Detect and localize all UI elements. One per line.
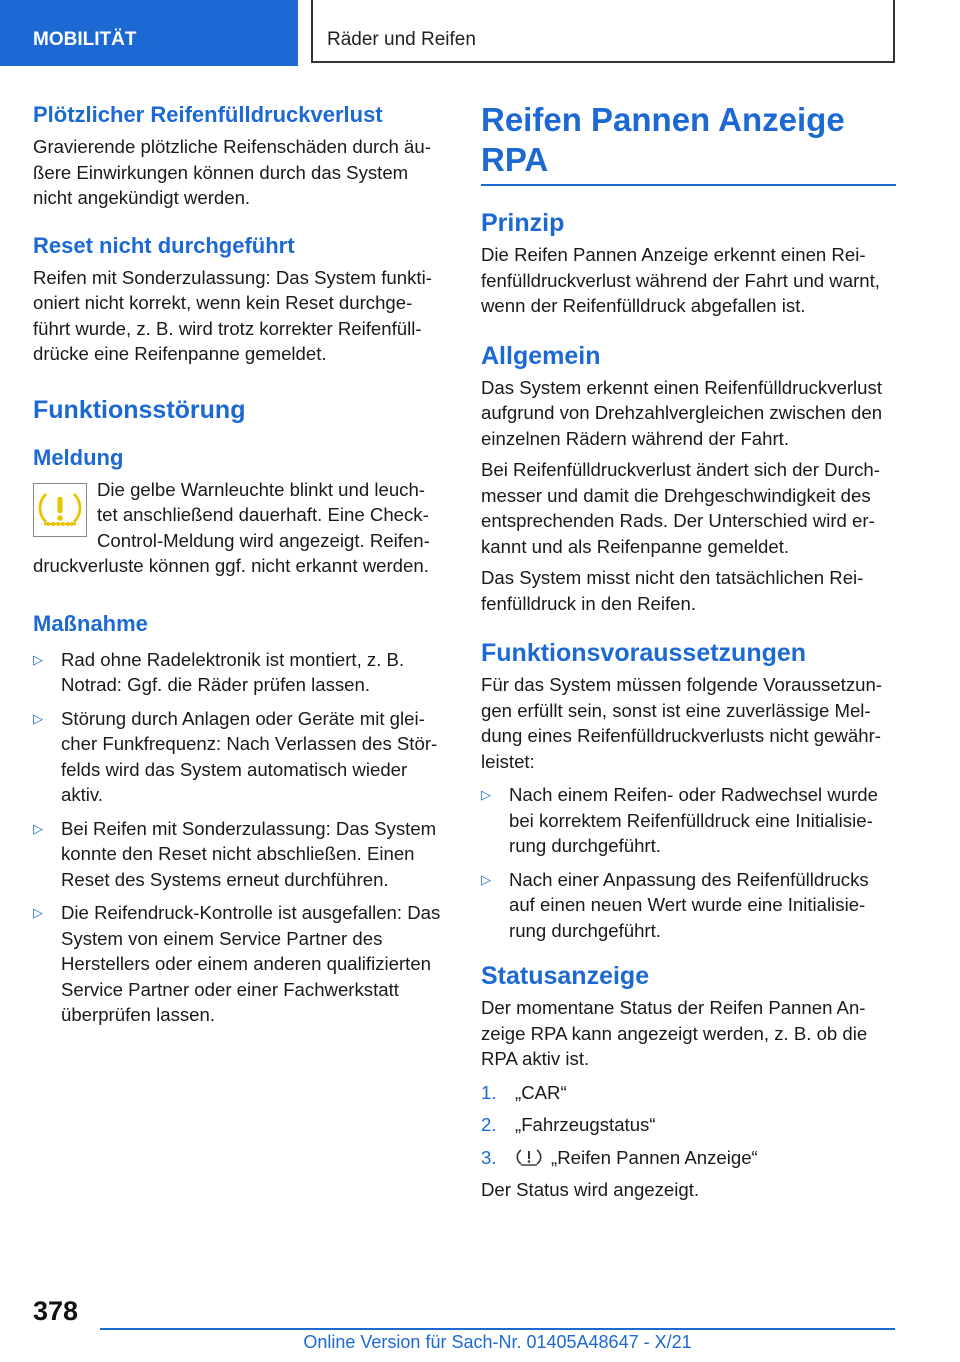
list-item: 2. „Fahrzeugstatus“ <box>481 1114 656 1135</box>
section-tab[interactable]: MOBILITÄT <box>0 0 298 66</box>
heading-reset: Reset nicht durchgeführt <box>33 232 295 258</box>
paragraph-sudden-loss: Gravierende plötzliche Reifenschäden durch äu- ßere Einwirkungen können durch das System nicht angekündigt werden. <box>33 136 431 208</box>
paragraph-requirements: Für das System müssen folgende Voraussetzun- gen erfüllt sein, sonst ist eine zuverlässige Mel- dung eines Reifenfülldruckverlusts nicht gewähr- leistet: <box>481 674 882 772</box>
chapter-title-line2: RPA <box>481 141 549 178</box>
requirements-list <box>481 782 896 943</box>
list-item: ▷ Nach einem Reifen- oder Radwechsel wurde bei korrektem Reifenfülldruck eine Initialisie- rung durchgeführt. <box>481 784 878 856</box>
heading-action: Maßnahme <box>33 610 148 636</box>
left-column <box>33 100 445 1036</box>
triangle-right-icon: ▷ <box>481 787 491 802</box>
footer-divider <box>100 1328 895 1330</box>
triangle-right-icon: ▷ <box>33 905 43 920</box>
action-list <box>33 647 445 1028</box>
status-steps <box>481 1080 896 1171</box>
footer-text: Online Version für Sach-Nr. 01405A48647 - X/21 <box>303 1332 692 1352</box>
message-line: Die gelbe Warnleuchte blinkt und leuch- <box>97 478 425 500</box>
triangle-right-icon: ▷ <box>33 710 43 726</box>
heading-general: Allgemein <box>481 341 601 370</box>
message-block <box>33 477 445 579</box>
tire-pressure-warning-icon <box>515 1147 543 1167</box>
message-text <box>33 477 445 579</box>
paragraph-principle: Die Reifen Pannen Anzeige erkennt einen Rei- fenfülldruckverlust während der Fahrt und warnt, wenn der Reifenfülldruck abgefallen ist. <box>481 244 880 316</box>
heading-message: Meldung <box>33 444 124 470</box>
paragraph-general-3: Das System misst nicht den tatsächlichen Rei- fenfülldruck in den Reifen. <box>481 567 864 614</box>
triangle-right-icon: ▷ <box>33 651 43 667</box>
list-item: ▷ Störung durch Anlagen oder Geräte mit glei- cher Funkfrequenz: Nach Verlassen des Stör- felds wird das System automatisch wieder aktiv. <box>33 707 438 805</box>
message-line: Control-Meldung wird angezeigt. Reifen- <box>97 529 430 551</box>
heading-fault: Funktionsstörung <box>33 395 246 424</box>
heading-principle: Prinzip <box>481 209 565 237</box>
page-header <box>0 0 960 66</box>
paragraph-reset: Reifen mit Sonderzulassung: Das System funkti- oniert nicht korrekt, wenn kein Reset durchge- führt wurde, z. B. wird trotz korrekter Reifenfüll- drücke eine Reifenpanne gemeldet. <box>33 266 432 364</box>
message-line: druckverluste können ggf. nicht erkannt werden. <box>33 555 429 576</box>
list-item: ▷ Nach einer Anpassung des Reifenfülldrucks auf einen neuen Wert wurde eine Initialisie- rung durchgeführt. <box>481 868 869 941</box>
paragraph-status: Der momentane Status der Reifen Pannen An- zeige RPA kann angezeigt werden, z. B. ob die RPA aktiv ist. <box>481 997 868 1069</box>
message-line: tet anschließend dauerhaft. Eine Check- <box>97 504 429 525</box>
page-number: 378 <box>33 1296 79 1326</box>
list-item: ▷ Bei Reifen mit Sonderzulassung: Das System konnte den Reset nicht abschließen. Einen Reset des Systems erneut durchführen. <box>33 817 437 890</box>
paragraph-general-2: Bei Reifenfülldruckverlust ändert sich der Durch- messer und damit die Drehgeschwindigkeit des entsprechenden Rads. Der Unterschied wird er- kannt und als Reifenpanne gemeldet. <box>481 459 880 557</box>
list-item: ▷ Die Reifendruck-Kontrolle ist ausgefallen: Das System von einem Service Partner des Herstellers oder einem anderen qualifizierten Service Partner oder einer Fachwerkstatt überprüfen lassen. <box>33 902 441 1025</box>
tire-pressure-warning-icon <box>33 483 87 537</box>
heading-status: Statusanzeige <box>481 962 650 990</box>
chapter-title-line1: Reifen Pannen Anzeige <box>481 101 845 138</box>
chapter-tab[interactable]: Räder und Reifen <box>311 0 895 63</box>
paragraph-general-1: Das System erkennt einen Reifenfülldruckverlust aufgrund von Drehzahlvergleichen zwischen den einzelnen Rädern während der Fahrt. <box>481 376 883 449</box>
heading-sudden-loss: Plötzlicher Reifenfülldruckverlust <box>33 102 383 127</box>
list-item: 1. „CAR“ <box>481 1081 567 1103</box>
paragraph-status-end: Der Status wird angezeigt. <box>481 1179 700 1200</box>
triangle-right-icon: ▷ <box>481 871 491 887</box>
list-item: 3. „Reifen Pannen Anzeige“ <box>481 1146 758 1168</box>
heading-requirements: Funktionsvoraussetzungen <box>481 639 807 667</box>
chapter-title-block <box>481 100 896 186</box>
triangle-right-icon: ▷ <box>33 820 43 836</box>
list-item: ▷ Rad ohne Radelektronik ist montiert, z. B. Notrad: Ggf. die Räder prüfen lassen. <box>33 648 405 695</box>
right-column <box>481 100 896 1203</box>
